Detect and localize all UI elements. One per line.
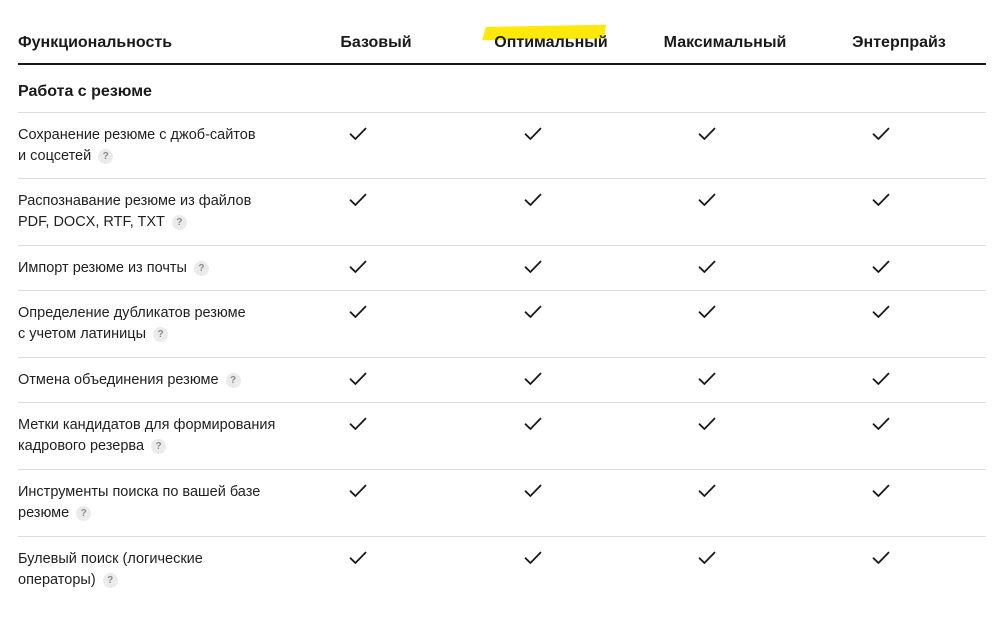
check-icon-optimal	[524, 260, 542, 274]
feature-name-line: Распознавание резюме из файлов	[18, 193, 252, 209]
feature-name-line: операторы)	[18, 572, 96, 588]
help-icon[interactable]: ?	[226, 373, 241, 388]
check-icon-optimal	[524, 372, 542, 386]
check-icon-basic	[349, 305, 367, 319]
check-icon-optimal	[524, 193, 542, 207]
check-icon-basic	[349, 417, 367, 431]
feature-name	[18, 415, 318, 457]
feature-name	[18, 303, 318, 345]
plan-header-maximal: Максимальный	[663, 34, 787, 51]
check-icon-optimal	[524, 305, 542, 319]
feature-name	[18, 125, 318, 167]
check-icon-basic	[349, 551, 367, 565]
feature-name-line: с учетом латиницы	[18, 326, 146, 342]
check-icon-maximal	[698, 193, 716, 207]
feature-name	[18, 191, 318, 233]
feature-name	[18, 258, 318, 279]
check-icon-basic	[349, 193, 367, 207]
check-icon-maximal	[698, 305, 716, 319]
check-icon-optimal	[524, 127, 542, 141]
feature-name-line: кадрового резерва	[18, 438, 145, 454]
check-icon-maximal	[698, 260, 716, 274]
feature-name-line: Метки кандидатов для формирования	[18, 417, 276, 433]
plan-header-basic: Базовый	[340, 34, 412, 51]
help-icon[interactable]: ?	[153, 327, 168, 342]
feature-name-line: и соцсетей	[18, 148, 92, 164]
table-row	[18, 537, 986, 603]
help-icon[interactable]: ?	[98, 149, 113, 164]
check-icon-optimal	[524, 551, 542, 565]
check-icon-basic	[349, 260, 367, 274]
feature-column-header: Функциональность	[18, 34, 173, 51]
check-icon-optimal	[524, 417, 542, 431]
help-icon[interactable]: ?	[151, 439, 166, 454]
check-icon-enterprise	[872, 372, 890, 386]
check-icon-basic	[349, 372, 367, 386]
feature-name-line: Булевый поиск (логические	[18, 551, 203, 567]
table-row	[18, 246, 986, 291]
check-icon-enterprise	[872, 193, 890, 207]
check-icon-basic	[349, 484, 367, 498]
table-row	[18, 470, 986, 537]
feature-name	[18, 370, 318, 391]
check-icon-maximal	[698, 417, 716, 431]
table-header	[18, 20, 986, 65]
check-icon-maximal	[698, 372, 716, 386]
feature-name-line: PDF, DOCX, RTF, TXT	[18, 214, 165, 230]
check-icon-enterprise	[872, 127, 890, 141]
feature-name-line: Инструменты поиска по вашей базе	[18, 484, 261, 500]
check-icon-enterprise	[872, 417, 890, 431]
feature-name	[18, 549, 318, 591]
check-icon-basic	[349, 127, 367, 141]
plan-header-enterprise: Энтерпрайз	[852, 34, 946, 51]
check-icon-maximal	[698, 484, 716, 498]
feature-name	[18, 482, 318, 524]
table-row	[18, 403, 986, 470]
plan-header-optimal	[486, 33, 615, 53]
check-icon-enterprise	[872, 551, 890, 565]
table-row	[18, 113, 986, 179]
check-icon-maximal	[698, 551, 716, 565]
check-icon-enterprise	[872, 305, 890, 319]
help-icon[interactable]: ?	[76, 506, 91, 521]
feature-name-line: Импорт резюме из почты	[18, 260, 187, 276]
plan-header-optimal-label: Оптимальный	[494, 34, 608, 51]
check-icon-maximal	[698, 127, 716, 141]
table-row	[18, 291, 986, 358]
table-row	[18, 179, 986, 246]
check-icon-optimal	[524, 484, 542, 498]
feature-name-line: резюме	[18, 505, 70, 521]
check-icon-enterprise	[872, 260, 890, 274]
section-title: Работа с резюме	[18, 83, 152, 100]
check-icon-enterprise	[872, 484, 890, 498]
feature-name-line: Отмена объединения резюме	[18, 372, 219, 388]
help-icon[interactable]: ?	[103, 573, 118, 588]
table-row	[18, 358, 986, 403]
feature-name-line: Определение дубликатов резюме	[18, 305, 246, 321]
feature-name-line: Сохранение резюме с джоб-сайтов	[18, 127, 256, 143]
help-icon[interactable]: ?	[172, 215, 187, 230]
help-icon[interactable]: ?	[194, 261, 209, 276]
